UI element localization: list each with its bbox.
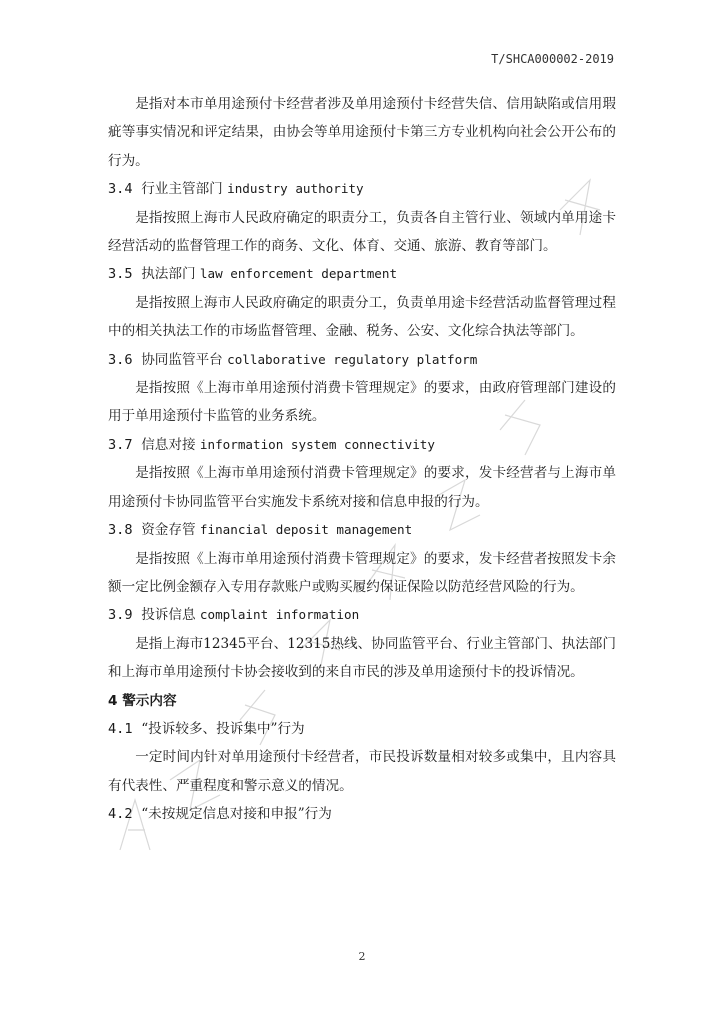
clause-title: 协同监管平台 xyxy=(141,351,223,368)
clause-number: 3.9 xyxy=(108,607,133,624)
page-number: 2 xyxy=(358,950,366,963)
clause-english-term: law enforcement department xyxy=(199,266,398,282)
clause-heading xyxy=(108,260,616,288)
clause-title: “未按规定信息对接和申报”行为 xyxy=(141,806,332,823)
clause-heading xyxy=(108,715,616,743)
clause-title: 投诉信息 xyxy=(141,607,196,624)
clause-number: 3.6 xyxy=(108,351,133,368)
section-heading: 4 警示内容 xyxy=(108,692,177,709)
clause-number: 3.7 xyxy=(108,436,133,453)
clause-number: 4.1 xyxy=(108,720,133,737)
clause-number: 4.2 xyxy=(108,806,133,823)
clause-heading xyxy=(108,175,616,203)
clause-title: 信息对接 xyxy=(141,436,196,453)
document-body xyxy=(108,90,616,829)
clause-heading xyxy=(108,346,616,374)
clause-number: 3.4 xyxy=(108,181,133,198)
clause-english-term: industry authority xyxy=(227,181,364,197)
body-paragraph: 一定时间内针对单用途预付卡经营者，市民投诉数量相对较多或集中，且内容具有代表性、严重程度和警示意义的情况。 xyxy=(108,749,616,794)
body-paragraph: 是指上海市12345平台、12315热线、协同监管平台、行业主管部门、执法部门和上海市单用途预付卡协会接收到的来自市民的涉及单用途预付卡的投诉情况。 xyxy=(108,635,616,681)
body-paragraph: 是指对本市单用途预付卡经营者涉及单用途预付卡经营失信、信用缺陷或信用瑕疵等事实情况和评定结果，由协会等单用途预付卡第三方专业机构向社会公开公布的行为。 xyxy=(108,96,616,169)
body-paragraph: 是指按照上海市人民政府确定的职责分工，负责单用途卡经营活动监督管理过程中的相关执法工作的市场监督管理、金融、税务、公安、文化综合执法等部门。 xyxy=(108,294,616,340)
clause-title: 资金存管 xyxy=(141,522,196,539)
clause-number: 3.5 xyxy=(108,266,133,283)
clause-english-term: collaborative regulatory platform xyxy=(227,351,478,367)
clause-title: 执法部门 xyxy=(141,266,196,283)
body-paragraph: 是指按照《上海市单用途预付消费卡管理规定》的要求，由政府管理部门建设的用于单用途预付卡监管的业务系统。 xyxy=(108,380,616,425)
clause-english-term: financial deposit management xyxy=(199,522,413,538)
document-code-header: T/SHCA000002-2019 xyxy=(491,52,614,66)
clause-heading xyxy=(108,516,616,544)
clause-heading xyxy=(108,800,616,828)
clause-heading xyxy=(108,601,616,629)
body-paragraph: 是指按照《上海市单用途预付消费卡管理规定》的要求，发卡经营者与上海市单用途预付卡协同监管平台实施发卡系统对接和信息申报的行为。 xyxy=(108,465,616,510)
clause-english-term: information system connectivity xyxy=(199,436,435,452)
clause-heading xyxy=(108,431,616,459)
clause-title: “投诉较多、投诉集中”行为 xyxy=(141,720,305,737)
body-paragraph: 是指按照《上海市单用途预付消费卡管理规定》的要求，发卡经营者按照发卡余额一定比例金额存入专用存款账户或购买履约保证保险以防范经营风险的行为。 xyxy=(108,550,616,595)
clause-number: 3.8 xyxy=(108,522,133,539)
clause-english-term: complaint information xyxy=(199,607,360,623)
clause-title: 行业主管部门 xyxy=(141,181,223,198)
body-paragraph: 是指按照上海市人民政府确定的职责分工，负责各自主管行业、领域内单用途卡经营活动的监督管理工作的商务、文化、体育、交通、旅游、教育等部门。 xyxy=(108,209,616,255)
